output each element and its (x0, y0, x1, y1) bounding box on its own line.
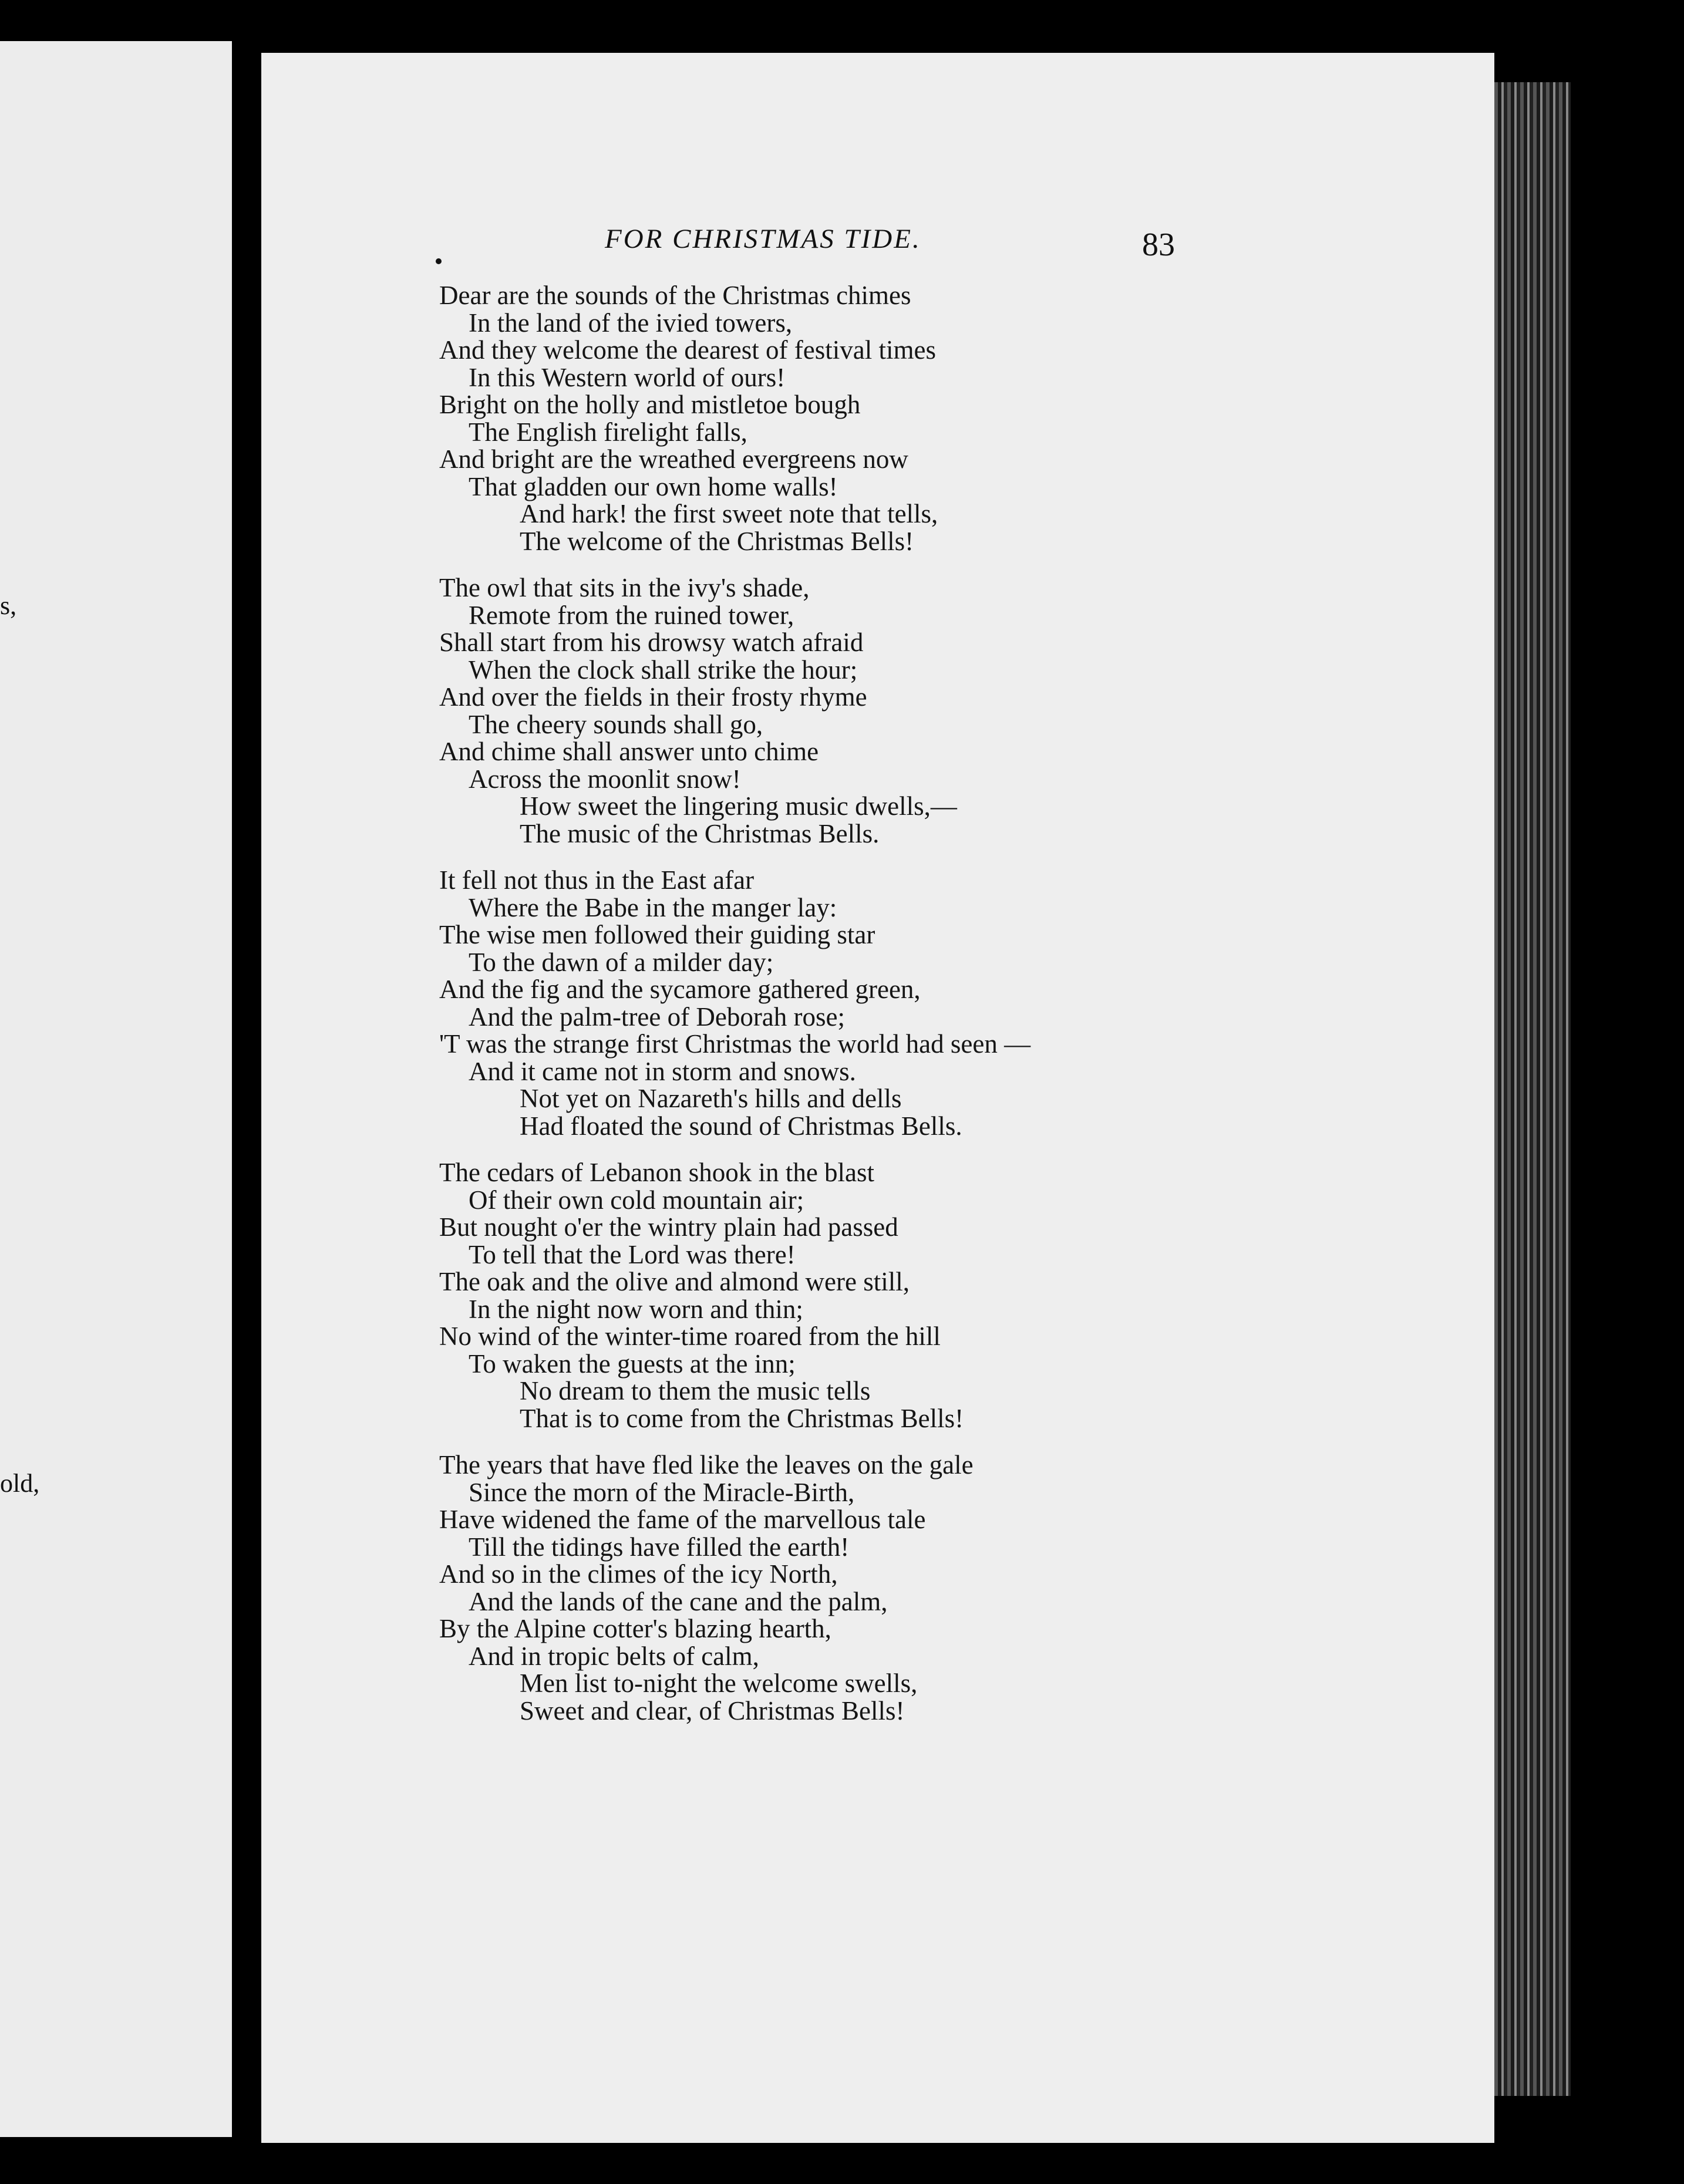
poem-line: Sweet and clear, of Christmas Bells! (520, 1696, 905, 1725)
poem-line: How sweet the lingering music dwells,— (520, 791, 957, 821)
poem-line: And so in the climes of the icy North, (439, 1559, 838, 1589)
poem-line: Had floated the sound of Christmas Bells. (520, 1111, 962, 1141)
stanza (439, 867, 1437, 1140)
stanza (439, 1159, 1437, 1432)
poem-line: And the lands of the cane and the palm, (469, 1586, 888, 1616)
poem-line: The oak and the olive and almond were still, (439, 1267, 910, 1296)
poem-line: Bright on the holly and mistletoe bough (439, 390, 861, 419)
poem-line: Shall start from his drowsy watch afraid (439, 628, 864, 657)
poem-line: And in tropic belts of calm, (469, 1641, 759, 1671)
poem-line: The wise men followed their guiding star (439, 920, 875, 949)
poem-line: Till the tidings have filled the earth! (469, 1532, 850, 1562)
poem-line: The cedars of Lebanon shook in the blast (439, 1158, 875, 1187)
poem-line: Dear are the sounds of the Christmas chimes (439, 281, 911, 310)
poem-line: Across the moonlit snow! (469, 764, 741, 794)
poem-line: That gladden our own home walls! (469, 471, 838, 501)
page-edges (1494, 82, 1571, 2096)
poem-line: And the palm-tree of Deborah rose; (469, 1002, 846, 1032)
poem-line: And it came not in storm and snows. (469, 1056, 856, 1086)
poem-line: The owl that sits in the ivy's shade, (439, 573, 810, 602)
poem-line: To tell that the Lord was there! (469, 1239, 796, 1269)
poem-line: Since the morn of the Miracle-Birth, (469, 1477, 855, 1507)
poem-line: To waken the guests at the inn; (469, 1349, 796, 1379)
stanza (439, 1451, 1437, 1724)
running-head: FOR CHRISTMAS TIDE. (605, 224, 921, 254)
poem-line: In the night now worn and thin; (469, 1294, 803, 1324)
poem-line: But nought o'er the wintry plain had passed (439, 1212, 898, 1242)
poem-line: And over the fields in their frosty rhyme (439, 682, 867, 712)
poem-line: By the Alpine cotter's blazing hearth, (439, 1614, 831, 1643)
poem-line: The welcome of the Christmas Bells! (520, 526, 914, 556)
poem-line: That is to come from the Christmas Bells! (520, 1403, 964, 1433)
poem-line: In the land of the ivied towers, (469, 308, 793, 338)
poem-line: And hark! the first sweet note that tells, (520, 499, 938, 528)
poem-line: Remote from the ruined tower, (469, 600, 794, 630)
poem-line: And the fig and the sycamore gathered green, (439, 975, 921, 1004)
poem-line: And they welcome the dearest of festival times (439, 335, 936, 365)
poem-line: When the clock shall strike the hour; (469, 655, 858, 685)
stanza (439, 574, 1437, 847)
left-page-fragment: s, (0, 591, 17, 620)
poem-line: Of their own cold mountain air; (469, 1185, 804, 1215)
poem-line: The music of the Christmas Bells. (520, 818, 880, 848)
poem-line: In this Western world of ours! (469, 362, 786, 392)
poem-line: It fell not thus in the East afar (439, 865, 755, 895)
poem-line: Have widened the fame of the marvellous tale (439, 1505, 926, 1534)
poem-line: The years that have fled like the leaves on the gale (439, 1450, 974, 1479)
poem-line: The English firelight falls, (469, 417, 747, 447)
poem (439, 282, 1437, 1744)
poem-line: 'T was the strange first Christmas the world had seen — (439, 1029, 1031, 1059)
poem-line: The cheery sounds shall go, (469, 709, 763, 739)
poem-line: No dream to them the music tells (520, 1376, 871, 1406)
poem-line: To the dawn of a milder day; (469, 947, 774, 977)
poem-line: No wind of the winter-time roared from the hill (439, 1322, 941, 1351)
left-page (0, 41, 232, 2137)
poem-line: Where the Babe in the manger lay: (469, 892, 837, 922)
page-number: 83 (1142, 227, 1175, 263)
ink-dot (436, 258, 442, 264)
book-spine-gutter (232, 0, 261, 2184)
poem-line: Not yet on Nazareth's hills and dells (520, 1084, 902, 1113)
poem-line: Men list to-night the welcome swells, (520, 1669, 918, 1698)
poem-line: And chime shall answer unto chime (439, 737, 819, 766)
stanza (439, 282, 1437, 555)
left-page-fragment: old, (0, 1469, 40, 1498)
poem-line: And bright are the wreathed evergreens now (439, 444, 908, 474)
